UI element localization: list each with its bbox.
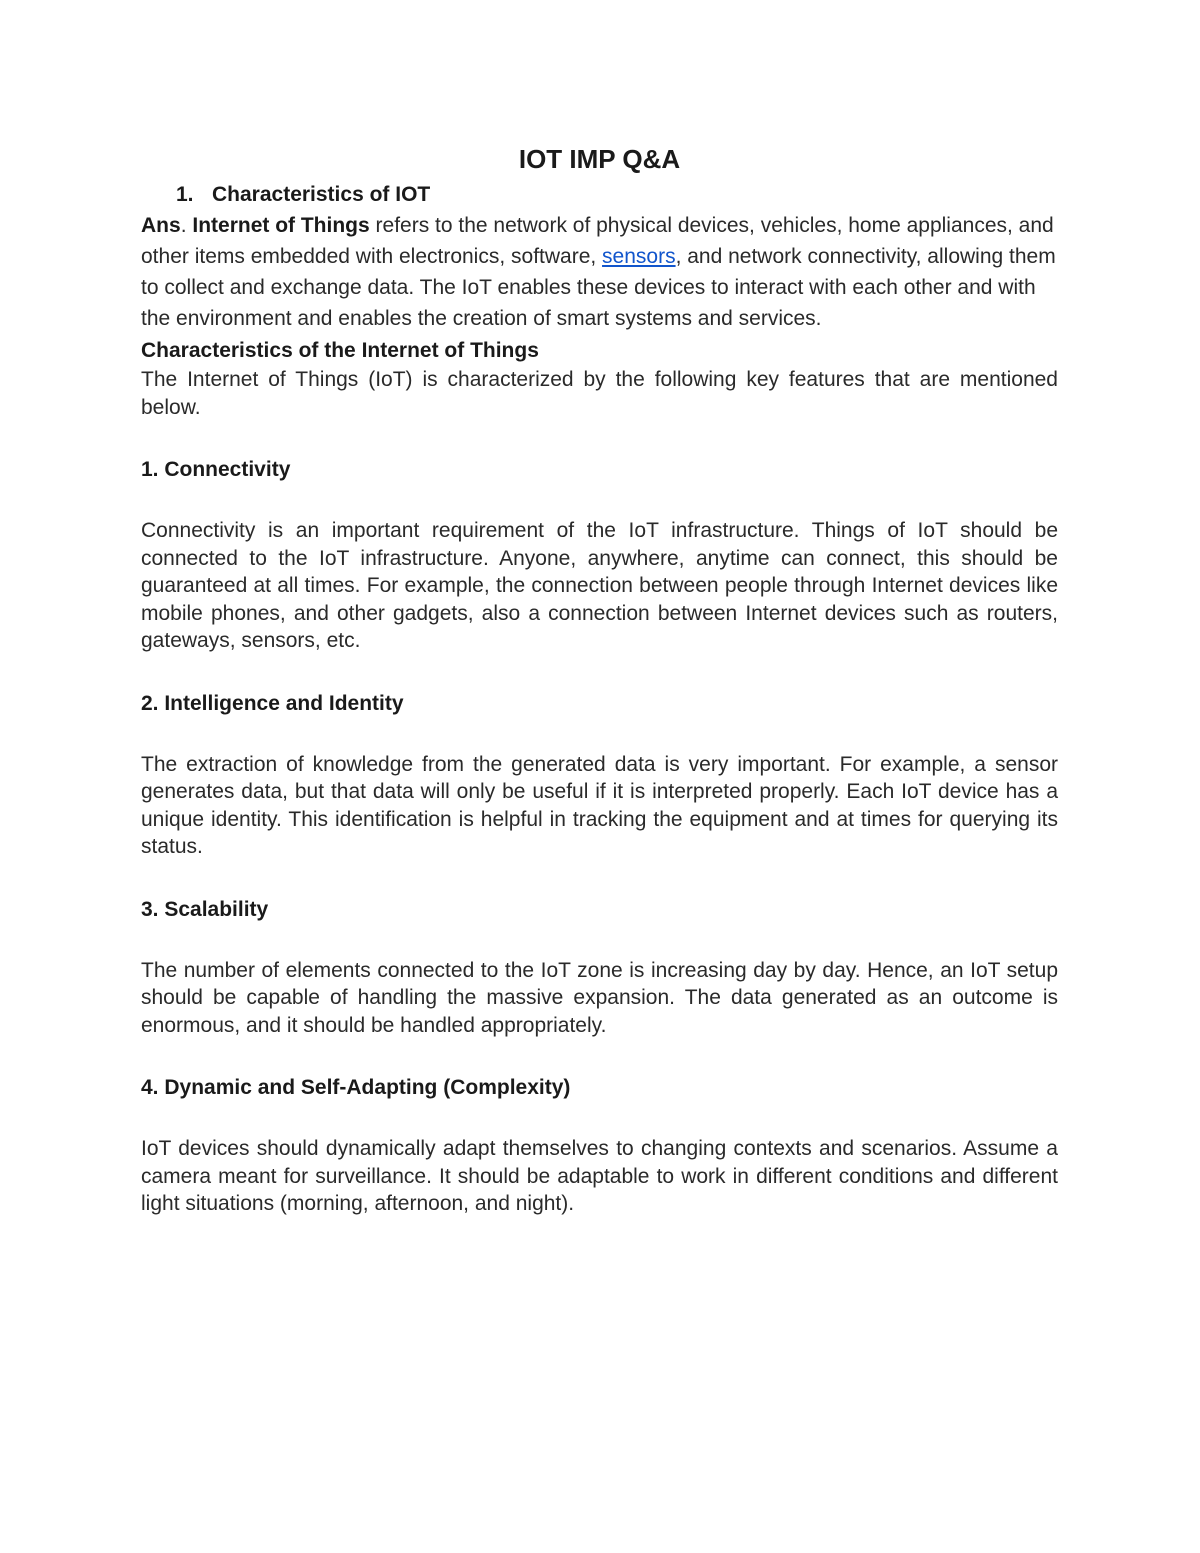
intro-paragraph: The Internet of Things (IoT) is characterized by the following key features that are mentioned below.: [141, 368, 1058, 419]
document-content: [141, 140, 1058, 1218]
section-heading-scalability: 3. Scalability: [141, 897, 269, 921]
section-body-intelligence: The extraction of knowledge from the generated data is very important. For example, a sensor generates data, but that data will only be useful if it is interpreted properly. Each IoT device has a unique identity. This identification is helpful in tracking the equipment and at times for querying its status.: [141, 752, 1058, 858]
section-heading-connectivity: 1. Connectivity: [141, 458, 291, 481]
answer-term: Internet of Things: [192, 214, 370, 237]
section-body-connectivity: Connectivity is an important requirement of the IoT infrastructure. Things of IoT should be connected to the IoT infrastructure. Anyone, anywhere, anytime can connect, this should be guaranteed at all times. For example, the connection between people through Internet devices like mobile phones, and other gadgets, also a connection between Internet devices such as routers, gateways, sensors, etc.: [141, 519, 1058, 652]
section-body-scalability: The number of elements connected to the IoT zone is increasing day by day. Hence, an IoT setup should be capable of handling the massive expansion. The data generated as an outcome is enormous, and it should be handled appropriately.: [141, 958, 1058, 1037]
question-heading: [141, 180, 1058, 210]
answer-label-sep: .: [180, 214, 193, 237]
section-title: Characteristics of the Internet of Things: [141, 339, 539, 362]
answer-text-after-link: , and network connectivity, allowing them to collect and exchange data. The IoT enables these devices to interact with each other and with the environment and enables the creation of smart systems and services.: [141, 245, 1056, 330]
section-heading-dynamic: 4. Dynamic and Self-Adapting (Complexity): [141, 1076, 571, 1099]
sensors-link[interactable]: sensors: [602, 245, 676, 268]
answer-text-before-link: refers to the network of physical devices, vehicles, home appliances, and other items embedded with electronics, software,: [141, 214, 1054, 268]
question-text: Characteristics of IOT: [212, 183, 431, 206]
question-number: 1.: [176, 183, 194, 206]
answer-paragraph: [141, 210, 1058, 334]
section-heading-intelligence: 2. Intelligence and Identity: [141, 691, 404, 715]
section-body-dynamic: IoT devices should dynamically adapt themselves to changing contexts and scenarios. Assume a camera meant for surveillance. It should be adaptable to work in different conditions and different light situations (morning, afternoon, and night).: [141, 1137, 1058, 1215]
page-title: IOT IMP Q&A: [518, 144, 681, 174]
answer-label: Ans: [141, 214, 181, 237]
